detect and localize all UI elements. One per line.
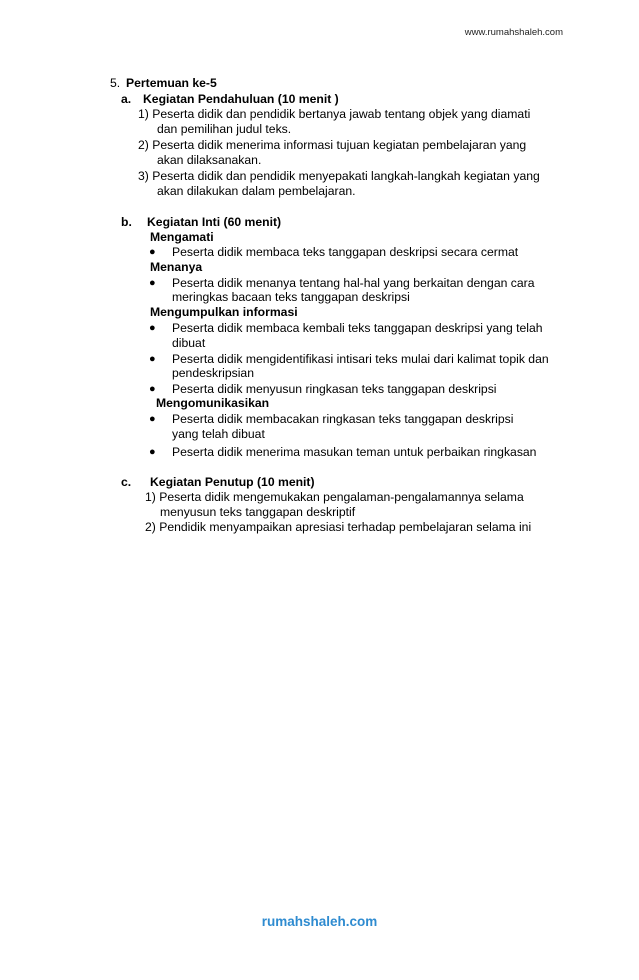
mengomunikasikan-bullet-1: Peserta didik membacakan ringkasan teks tanggapan deskripsi [172, 412, 514, 426]
mengomunikasikan-bullet-2: Peserta didik menerima masukan teman untuk perbaikan ringkasan [172, 445, 537, 459]
bullet-dot-icon: ● [149, 277, 156, 289]
menanya-bullet-1-cont: meringkas bacaan teks tanggapan deskripsi [172, 290, 410, 304]
bullet-dot-icon: ● [149, 446, 156, 458]
part-c-item-1-cont: menyusun teks tanggapan deskriptif [160, 505, 356, 519]
mengumpulkan-bullet-2: Peserta didik mengidentifikasi intisari teks mulai dari kalimat topik dan [172, 352, 549, 366]
part-c-item-1: 1) Peserta didik mengemukakan pengalaman-pengalamannya selama [145, 490, 524, 504]
bullet-dot-icon: ● [149, 322, 156, 334]
part-a-item-1-cont: dan pemilihan judul teks. [157, 122, 292, 136]
mengomunikasikan-bullet-1-cont: yang telah dibuat [172, 427, 265, 441]
part-b-letter: b. [121, 215, 132, 229]
part-b-title: Kegiatan Inti (60 menit) [147, 215, 282, 229]
part-a-item-2: 2) Peserta didik menerima informasi tujuan kegiatan pembelajaran yang [138, 138, 527, 152]
group-heading-mengumpulkan-informasi: Mengumpulkan informasi [150, 305, 298, 319]
mengumpulkan-bullet-1-cont: dibuat [172, 336, 206, 350]
part-c-item-2: 2) Pendidik menyampaikan apresiasi terhadap pembelajaran selama ini [145, 520, 532, 534]
group-heading-menanya: Menanya [150, 260, 203, 274]
group-heading-mengomunikasikan: Mengomunikasikan [156, 396, 270, 410]
section-title: Pertemuan ke-5 [126, 76, 217, 90]
mengumpulkan-bullet-3: Peserta didik menyusun ringkasan teks tanggapan deskripsi [172, 382, 497, 396]
part-a-item-1: 1) Peserta didik dan pendidik bertanya jawab tentang objek yang diamati [138, 107, 531, 121]
menanya-bullet-1: Peserta didik menanya tentang hal-hal yang berkaitan dengan cara [172, 276, 535, 290]
mengamati-bullet-1: Peserta didik membaca teks tanggapan deskripsi secara cermat [172, 245, 519, 259]
bullet-dot-icon: ● [149, 413, 156, 425]
mengumpulkan-bullet-1: Peserta didik membaca kembali teks tanggapan deskripsi yang telah [172, 321, 543, 335]
bullet-dot-icon: ● [149, 246, 156, 258]
group-heading-mengamati: Mengamati [150, 230, 214, 244]
part-a-title: Kegiatan Pendahuluan (10 menit ) [143, 92, 339, 106]
part-a-letter: a. [121, 92, 132, 106]
part-c-title: Kegiatan Penutup (10 menit) [150, 475, 315, 489]
part-c-letter: c. [121, 475, 132, 489]
header-url: www.rumahshaleh.com [464, 27, 563, 38]
bullet-dot-icon: ● [149, 383, 156, 395]
mengumpulkan-bullet-2-cont: pendeskripsian [172, 366, 254, 380]
part-a-item-3-cont: akan dilakukan dalam pembelajaran. [157, 184, 356, 198]
section-number: 5. [110, 76, 121, 90]
part-a-item-3: 3) Peserta didik dan pendidik menyepakati langkah-langkah kegiatan yang [138, 169, 540, 183]
part-a-item-2-cont: akan dilaksanakan. [157, 153, 262, 167]
footer-link[interactable]: rumahshaleh.com [261, 914, 378, 929]
bullet-dot-icon: ● [149, 353, 156, 365]
